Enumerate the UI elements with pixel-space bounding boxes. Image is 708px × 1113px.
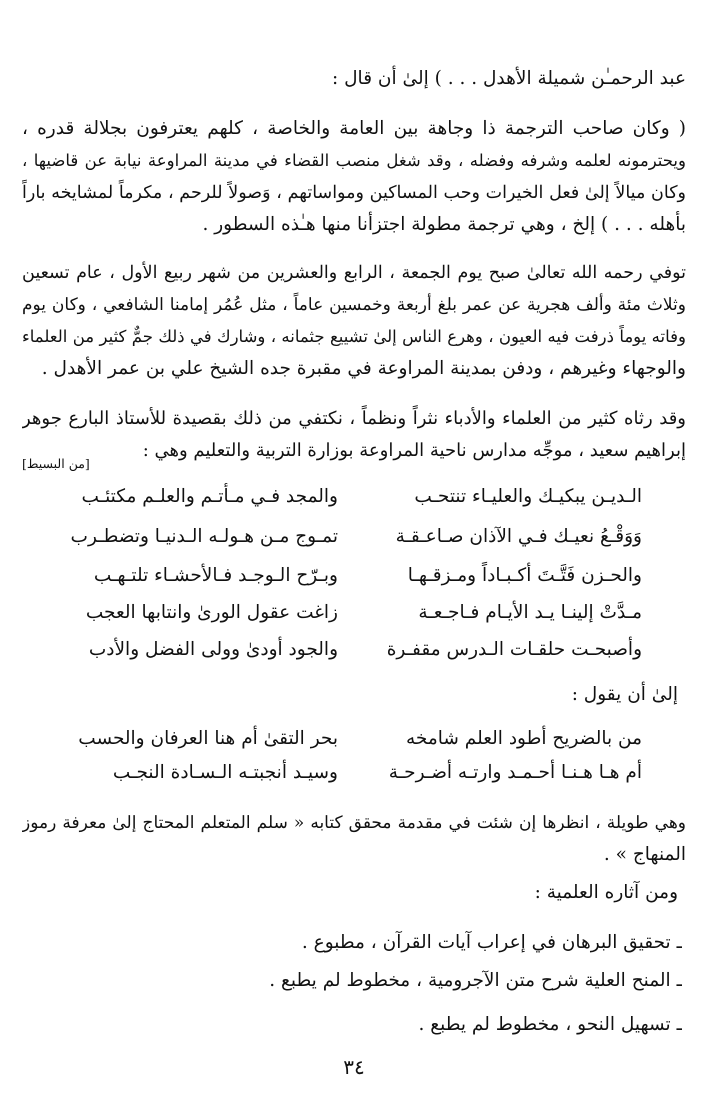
text-line: ويحترمونه لعلمه وشرفه وفضله ، وقد شغل منصب القضاء في مدينة المراوعة نيابة عن قاضيها ، xyxy=(22,151,686,170)
verse-hemistich-first: الـديـن يبكيـك والعليـاء تنتحـب xyxy=(414,486,642,507)
verse-hemistich-first: والحـزن فَتَّـتَ أكـبـاداً ومـزقـهـا xyxy=(407,565,642,586)
verse-hemistich-second: والمجد فـي مـأتـم والعلـم مكتئـب xyxy=(81,486,338,507)
works-list-item: ـ تحقيق البرهان في إعراب آيات القرآن ، مطبوع . xyxy=(301,932,682,953)
text-line: وفاته يوماً ذرفت فيه العيون ، وهرع الناس إلىٰ تشييع جثمانه ، وشارك في ذلك جمٌّ كثير من العلماء xyxy=(22,327,686,346)
verse-hemistich-first: أم هـا هـنـا أحـمـد وارتـه أضـرحـة xyxy=(388,762,642,783)
verse-hemistich-second: وسيـد أنجبتـه الـسـادة النجـب xyxy=(112,762,338,783)
text-line: ( وكان صاحب الترجمة ذا وجاهة بين العامة والخاصة ، كلهم يعترفون بجلالة قدره ، xyxy=(22,118,686,139)
text-line: توفي رحمه الله تعالىٰ صبح يوم الجمعة ، الرابع والعشرين من شهر ربيع الأول ، عام تسعين xyxy=(22,263,686,283)
text-line: والوجهاء وغيرهم ، ودفن بمدينة المراوعة في مقبرة جده الشيخ علي بن عمر الأهدل . xyxy=(41,358,686,379)
verse-hemistich-second: زاغت عقول الورىٰ وانتابها العجب xyxy=(85,602,338,623)
text-line: إبراهيم سعيد ، موجِّه مدارس ناحية المراوعة بوزارة التربية والتعليم وهي : xyxy=(142,440,686,461)
verse-hemistich-first: وَوَقْـعُ نعيـك فـي الآذان صـاعـقـة xyxy=(395,526,642,547)
text-line: وهي طويلة ، انظرها إن شئت في مقدمة محقق كتابه « سلم المتعلم المحتاج إلىٰ معرفة رموز xyxy=(22,813,686,833)
text-line: وكان ميالاً إلىٰ فعل الخيرات وحب المساكين ومواساتهم ، وَصولاً للرحم ، مكرماً لمشايخه باراً xyxy=(22,183,686,203)
text-line: المنهاج » . xyxy=(603,844,686,865)
meter-label: [من البسيط] xyxy=(22,456,90,471)
text-line: وثلاث مئة وألف هجرية عن عمر بلغ أربعة وخمسين عاماً ، مثل عُمُر إمامنا الشافعي ، وكان يوم xyxy=(22,295,686,315)
verse-hemistich-second: وبـرّح الـوجـد فـالأحشـاء تلتـهـب xyxy=(93,565,338,586)
text-line: وقد رثاه كثير من العلماء والأدباء نثراً ونظماً ، نكتفي من ذلك بقصيدة للأستاذ البارع جوهر xyxy=(22,408,686,429)
works-list-item: ـ المنح العلية شرح متن الآجرومية ، مخطوط لم يطبع . xyxy=(269,970,682,991)
verse-hemistich-first: من بالضريح أطود العلم شامخه xyxy=(406,728,642,749)
works-heading: ومن آثاره العلمية : xyxy=(534,882,678,903)
transition-line: إلىٰ أن يقول : xyxy=(571,684,678,705)
verse-hemistich-second: بحر التقىٰ أم هنا العرفان والحسب xyxy=(78,728,338,749)
page-number: ٣٤ xyxy=(343,1055,365,1079)
verse-hemistich-second: والجود أودىٰ وولى الفضل والأدب xyxy=(88,639,338,660)
verse-hemistich-second: تمـوج مـن هـولـه الـدنيـا وتضطـرب xyxy=(70,526,338,547)
verse-hemistich-first: مـدَّتْ إلينـا يـد الأيـام فـاجـعـة xyxy=(418,602,642,623)
text-line: عبد الرحمـٰن شميلة الأهدل . . . ) إلىٰ أن قال : xyxy=(332,68,686,89)
works-list-item: ـ تسهيل النحو ، مخطوط لم يطبع . xyxy=(418,1014,682,1035)
verse-hemistich-first: وأصبحـت حلقـات الـدرس مقفـرة xyxy=(386,639,642,660)
text-line: بأهله . . . ) إلخ ، وهي ترجمة مطولة اجتزأنا منها هـٰذه السطور . xyxy=(202,214,686,235)
